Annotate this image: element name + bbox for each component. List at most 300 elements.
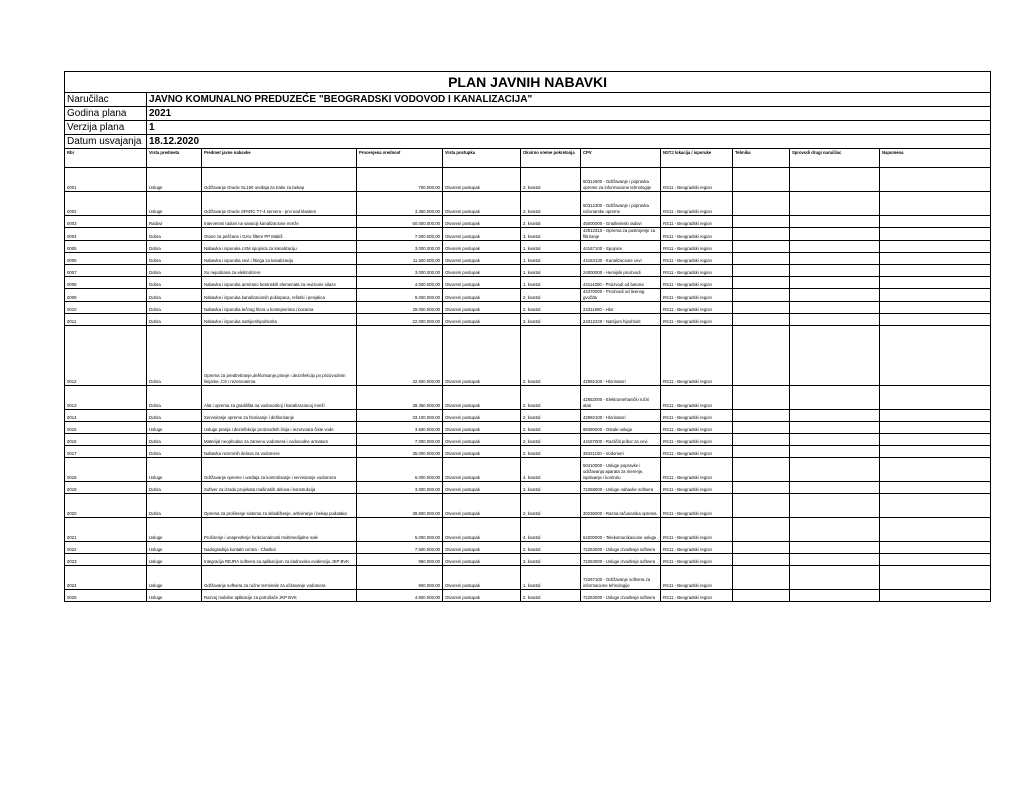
cell-vrednost: 7.000.000,00: [357, 228, 443, 241]
cell-vreme: 2. kvartal: [521, 434, 581, 446]
cell-empty: [733, 265, 790, 277]
cell-cpv: 72263000 - Usluge izvođenja softvera: [581, 554, 661, 566]
cell-predmet: Alat i oprema za gradilišta na vodovodnoj i kanalizacionoj mreži: [202, 386, 357, 410]
cell-empty: [733, 289, 790, 302]
cell-postupak: Otvoreni postupak: [443, 265, 521, 277]
cell-postupak: Otvoreni postupak: [443, 289, 521, 302]
cell-predmet: Nabavka i isporuka kanalizacionih poklopaca, rešetki i penjalica: [202, 289, 357, 302]
cell-nstj: RS11 - Beogradski region: [661, 518, 733, 542]
cell-vrednost: 11.500.000,00: [357, 253, 443, 265]
cell-vreme: 2. kvartal: [521, 542, 581, 554]
cell-vrednost: 29.000.000,00: [357, 302, 443, 314]
cell-empty: [733, 566, 790, 590]
cell-cpv: 50312300 - Održavanje i popravka računarske opreme: [581, 192, 661, 216]
cell-predmet: Softver za izradu projekata mašinskih delova i konstrukcija: [202, 482, 357, 494]
cell-postupak: Otvoreni postupak: [443, 590, 521, 602]
table-row: [65, 542, 991, 554]
table-row: [65, 518, 991, 542]
cell-postupak: Otvoreni postupak: [443, 518, 521, 542]
cell-vreme: 2. kvartal: [521, 386, 581, 410]
cell-empty: [790, 518, 880, 542]
meta-row-year: [65, 107, 991, 121]
cell-vreme: 3. kvartal: [521, 482, 581, 494]
table-row: [65, 446, 991, 458]
cell-vreme: 4. kvartal: [521, 518, 581, 542]
cell-predmet: Nabavka i isporuka armirano betonskih elemenata za revizione silaze: [202, 277, 357, 289]
cell-empty: [733, 241, 790, 253]
column-header: Tehnika: [733, 149, 790, 168]
column-header: Procenjena vrednost: [357, 149, 443, 168]
table-row: [65, 590, 991, 602]
cell-nstj: RS11 - Beogradski region: [661, 241, 733, 253]
cell-empty: [733, 228, 790, 241]
cell-vrednost: 22.000.000,00: [357, 314, 443, 326]
cell-rbr: 0014: [65, 410, 147, 422]
cell-vreme: 2. kvartal: [521, 192, 581, 216]
cell-empty: [790, 241, 880, 253]
cell-empty: [790, 253, 880, 265]
cell-empty: [790, 542, 880, 554]
cell-vrsta: Dobra: [147, 289, 202, 302]
cell-predmet: Proširenje i unapređenje funkcionalnosti multimedijalne sale: [202, 518, 357, 542]
cell-postupak: Otvoreni postupak: [443, 410, 521, 422]
cell-empty: [880, 422, 991, 434]
cell-nstj: RS11 - Beogradski region: [661, 482, 733, 494]
cell-cpv: 24000000 - Hemijski proizvodi: [581, 265, 661, 277]
cell-cpv: 38421100 - Vodomeri: [581, 446, 661, 458]
cell-postupak: Otvoreni postupak: [443, 253, 521, 265]
cell-vrsta: Usluge: [147, 554, 202, 566]
cell-cpv: 50410000 - Usluge popravke i održavanja aparata za merenje, ispitivanje i kontrolu: [581, 458, 661, 482]
cell-postupak: Otvoreni postupak: [443, 422, 521, 434]
cell-empty: [733, 422, 790, 434]
cell-vrednost: 950.000,00: [357, 554, 443, 566]
cell-empty: [790, 314, 880, 326]
cell-empty: [880, 494, 991, 518]
cell-cpv: 24312220 - Natrijum hipohlorit: [581, 314, 661, 326]
cell-vrsta: Dobra: [147, 302, 202, 314]
cell-rbr: 0012: [65, 326, 147, 386]
cell-empty: [790, 458, 880, 482]
meta-label: Godina plana: [65, 107, 147, 121]
meta-value: 1: [147, 121, 991, 135]
cell-empty: [733, 482, 790, 494]
cell-nstj: RS11 - Beogradski region: [661, 590, 733, 602]
cell-empty: [880, 566, 991, 590]
cell-postupak: Otvoreni postupak: [443, 326, 521, 386]
table-row: [65, 494, 991, 518]
cell-postupak: Otvoreni postupak: [443, 228, 521, 241]
cell-vrsta: Dobra: [147, 494, 202, 518]
cell-empty: [790, 192, 880, 216]
cell-vreme: 2. kvartal: [521, 216, 581, 228]
table-header-row: [65, 149, 991, 168]
cell-empty: [790, 265, 880, 277]
cell-empty: [880, 192, 991, 216]
cell-vrednost: 900.000,00: [357, 566, 443, 590]
cell-vrsta: Dobra: [147, 253, 202, 265]
table-row: [65, 458, 991, 482]
cell-rbr: 0011: [65, 314, 147, 326]
cell-postupak: Otvoreni postupak: [443, 216, 521, 228]
cell-rbr: 0006: [65, 253, 147, 265]
column-header: Vrsta predmeta: [147, 149, 202, 168]
cell-empty: [733, 554, 790, 566]
table-row: [65, 228, 991, 241]
cell-empty: [733, 277, 790, 289]
table-row: [65, 216, 991, 228]
cell-empty: [880, 542, 991, 554]
cell-cpv: 98390000 - Ostale usluge: [581, 422, 661, 434]
cell-rbr: 0003: [65, 216, 147, 228]
column-header: Okvirno vreme pokretanja: [521, 149, 581, 168]
cell-empty: [880, 458, 991, 482]
cell-nstj: RS11 - Beogradski region: [661, 302, 733, 314]
cell-cpv: 45000000 - Građevinski radovi: [581, 216, 661, 228]
cell-empty: [790, 446, 880, 458]
cell-rbr: 0017: [65, 446, 147, 458]
cell-vrednost: 5.000.000,00: [357, 518, 443, 542]
cell-vreme: 4. kvartal: [521, 458, 581, 482]
cell-postupak: Otvoreni postupak: [443, 458, 521, 482]
cell-vrsta: Dobra: [147, 241, 202, 253]
cell-rbr: 0023: [65, 554, 147, 566]
cell-vreme: 2. kvartal: [521, 326, 581, 386]
cell-empty: [790, 386, 880, 410]
cell-predmet: Razvoj mobilne aplikacije za potrošače JKP BVK: [202, 590, 357, 602]
cell-vrednost: 7.500.000,00: [357, 542, 443, 554]
cell-empty: [733, 326, 790, 386]
cell-vreme: 2. kvartal: [521, 168, 581, 192]
cell-postupak: Otvoreni postupak: [443, 446, 521, 458]
cell-cpv: 44163130 - Kanalizacione cevi: [581, 253, 661, 265]
cell-predmet: Nadogradnja kontakt centra - Chatbot: [202, 542, 357, 554]
cell-cpv: 64200000 - Telekomunikacione usluge: [581, 518, 661, 542]
meta-label: Datum usvajanja: [65, 135, 147, 149]
cell-vrsta: Usluge: [147, 458, 202, 482]
procurement-plan-sheet: [64, 71, 990, 602]
cell-predmet: Otone za peščane i GAU filtere PP Makiš: [202, 228, 357, 241]
cell-empty: [880, 482, 991, 494]
cell-vrsta: Usluge: [147, 542, 202, 554]
cell-empty: [790, 482, 880, 494]
cell-vrednost: 7.000.000,00: [357, 434, 443, 446]
cell-predmet: Održavanje opreme i uređaja za kontrolisanje i servisiranje vodomera: [202, 458, 357, 482]
cell-vreme: 1. kvartal: [521, 277, 581, 289]
cell-vrednost: 9.000.000,00: [357, 289, 443, 302]
cell-empty: [790, 277, 880, 289]
table-row: [65, 482, 991, 494]
cell-nstj: RS11 - Beogradski region: [661, 566, 733, 590]
column-header: CPV: [581, 149, 661, 168]
cell-empty: [790, 554, 880, 566]
cell-vreme: 3. kvartal: [521, 554, 581, 566]
cell-nstj: RS11 - Beogradski region: [661, 192, 733, 216]
column-header: NSTJ lokacija / isporuke: [661, 149, 733, 168]
meta-value: 2021: [147, 107, 991, 121]
cell-predmet: Materijal neophodan za zamenu vodomera i vodovodne armature: [202, 434, 357, 446]
cell-cpv: 44470000 - Proizvodi od livenog gvožđa: [581, 289, 661, 302]
cell-rbr: 0019: [65, 482, 147, 494]
cell-empty: [880, 289, 991, 302]
cell-empty: [733, 302, 790, 314]
cell-cpv: 42992100 - Hlorinatori: [581, 410, 661, 422]
cell-predmet: Nabavka i isporuka tečnog hlora u kontejnerima i bocama: [202, 302, 357, 314]
cell-postupak: Otvoreni postupak: [443, 494, 521, 518]
cell-nstj: RS11 - Beogradski region: [661, 446, 733, 458]
cell-vrsta: Dobra: [147, 277, 202, 289]
cell-empty: [790, 302, 880, 314]
cell-predmet: Nabavka rezervnih delova za vodomere: [202, 446, 357, 458]
cell-nstj: RS11 - Beogradski region: [661, 265, 733, 277]
cell-rbr: 0025: [65, 590, 147, 602]
cell-vrednost: 3.000.000,00: [357, 265, 443, 277]
cell-empty: [790, 216, 880, 228]
cell-vrsta: Dobra: [147, 265, 202, 277]
cell-postupak: Otvoreni postupak: [443, 302, 521, 314]
cell-predmet: Interventni radovi na sanaciji kanalizacione mreže: [202, 216, 357, 228]
cell-cpv: 72267100 - Održavanje softvera za informacione tehnologije: [581, 566, 661, 590]
cell-empty: [880, 554, 991, 566]
cell-postupak: Otvoreni postupak: [443, 554, 521, 566]
table-row: [65, 265, 991, 277]
table-row: [65, 168, 991, 192]
cell-vrednost: 3.000.000,00: [357, 241, 443, 253]
cell-empty: [790, 289, 880, 302]
meta-label: Verzija plana: [65, 121, 147, 135]
cell-postupak: Otvoreni postupak: [443, 314, 521, 326]
cell-vreme: 2. kvartal: [521, 446, 581, 458]
cell-postupak: Otvoreni postupak: [443, 241, 521, 253]
cell-vreme: 1. kvartal: [521, 241, 581, 253]
cell-empty: [880, 228, 991, 241]
table-row: [65, 289, 991, 302]
cell-predmet: Održavanje Oracle SPARC T7-4 servera - prvi nad klasters: [202, 192, 357, 216]
cell-cpv: 42912310 - Oprema za postrojenje za filtriranje: [581, 228, 661, 241]
cell-rbr: 0009: [65, 289, 147, 302]
cell-vrednost: 700.000,00: [357, 168, 443, 192]
cell-vreme: 2. kvartal: [521, 289, 581, 302]
table-row: [65, 422, 991, 434]
cell-cpv: 42652000 - Elektromehanički ručni alati: [581, 386, 661, 410]
cell-vrsta: Dobra: [147, 434, 202, 446]
cell-empty: [733, 314, 790, 326]
cell-empty: [790, 422, 880, 434]
cell-nstj: RS11 - Beogradski region: [661, 458, 733, 482]
table-row: [65, 386, 991, 410]
cell-empty: [880, 518, 991, 542]
cell-nstj: RS11 - Beogradski region: [661, 326, 733, 386]
cell-cpv: 42992100 - Hlorinatori: [581, 326, 661, 386]
cell-rbr: 0001: [65, 168, 147, 192]
cell-nstj: RS11 - Beogradski region: [661, 289, 733, 302]
cell-empty: [733, 446, 790, 458]
cell-nstj: RS11 - Beogradski region: [661, 542, 733, 554]
cell-cpv: 44114200 - Proizvodi od betona: [581, 277, 661, 289]
cell-vreme: 2. kvartal: [521, 422, 581, 434]
cell-postupak: Otvoreni postupak: [443, 566, 521, 590]
page-title: PLAN JAVNIH NABAVKI: [65, 72, 991, 93]
cell-postupak: Otvoreni postupak: [443, 542, 521, 554]
cell-vrsta: Dobra: [147, 314, 202, 326]
table-row: [65, 302, 991, 314]
cell-predmet: Oprema za predtretiranje,dehlorisanje,pranje i dezinfekciju po proizvodnim linijama ,CS i rezervoarima: [202, 326, 357, 386]
cell-vreme: 2. kvartal: [521, 590, 581, 602]
cell-vrednost: 3.500.000,00: [357, 422, 443, 434]
table-row: [65, 566, 991, 590]
cell-nstj: RS11 - Beogradski region: [661, 434, 733, 446]
cell-nstj: RS11 - Beogradski region: [661, 554, 733, 566]
cell-vrednost: 39.350.000,00: [357, 386, 443, 410]
cell-empty: [880, 168, 991, 192]
cell-empty: [790, 326, 880, 386]
cell-empty: [880, 434, 991, 446]
cell-predmet: Oprema za proširenje sistema za skladištenje, arhiviranje i bekap podataka: [202, 494, 357, 518]
cell-empty: [880, 265, 991, 277]
cell-predmet: Servisiranje opreme za hlorisanje i dehlorisanje: [202, 410, 357, 422]
cell-vrednost: 39.500.000,00: [357, 494, 443, 518]
cell-rbr: 0024: [65, 566, 147, 590]
cell-nstj: RS11 - Beogradski region: [661, 277, 733, 289]
cell-rbr: 0020: [65, 494, 147, 518]
table-row: [65, 241, 991, 253]
cell-vrsta: Dobra: [147, 228, 202, 241]
cell-rbr: 0007: [65, 265, 147, 277]
cell-rbr: 0022: [65, 542, 147, 554]
cell-postupak: Otvoreni postupak: [443, 386, 521, 410]
cell-empty: [733, 216, 790, 228]
cell-vrednost: 60.000.000,00: [357, 216, 443, 228]
cell-empty: [880, 446, 991, 458]
cell-rbr: 0002: [65, 192, 147, 216]
cell-nstj: RS11 - Beogradski region: [661, 422, 733, 434]
cell-empty: [733, 386, 790, 410]
cell-empty: [880, 277, 991, 289]
meta-label: Naručilac: [65, 93, 147, 107]
cell-rbr: 0021: [65, 518, 147, 542]
meta-row-date: [65, 135, 991, 149]
cell-nstj: RS11 - Beogradski region: [661, 410, 733, 422]
table-row: [65, 434, 991, 446]
table-row: [65, 554, 991, 566]
cell-empty: [733, 458, 790, 482]
meta-value: JAVNO KOMUNALNO PREDUZEĆE "BEOGRADSKI VODOVOD I KANALIZACIJA": [147, 93, 991, 107]
cell-empty: [790, 590, 880, 602]
cell-rbr: 0004: [65, 228, 147, 241]
cell-rbr: 0010: [65, 302, 147, 314]
cell-vrednost: 3.000.000,00: [357, 482, 443, 494]
cell-predmet: Održavanje softvera za ručne terminale za očitavanje vodomera: [202, 566, 357, 590]
meta-row-client: [65, 93, 991, 107]
cell-nstj: RS11 - Beogradski region: [661, 253, 733, 265]
cell-empty: [880, 216, 991, 228]
table-row: [65, 314, 991, 326]
cell-empty: [880, 253, 991, 265]
cell-nstj: RS11 - Beogradski region: [661, 216, 733, 228]
cell-empty: [733, 590, 790, 602]
cell-vrednost: 4.800.000,00: [357, 590, 443, 602]
cell-predmet: Nabavka i isporuka cevi i fitinga za kanalizaciju: [202, 253, 357, 265]
cell-vrsta: Usluge: [147, 590, 202, 602]
cell-postupak: Otvoreni postupak: [443, 277, 521, 289]
cell-vrsta: Usluge: [147, 168, 202, 192]
cell-nstj: RS11 - Beogradski region: [661, 494, 733, 518]
cell-predmet: Nabavka i isporuka natrijumhipohlorita: [202, 314, 357, 326]
cell-vrsta: Usluge: [147, 566, 202, 590]
cell-vreme: 2. kvartal: [521, 410, 581, 422]
cell-empty: [880, 326, 991, 386]
cell-cpv: 50312600 - Održavanje i popravka opreme za informacione tehnologije: [581, 168, 661, 192]
cell-vrsta: Dobra: [147, 482, 202, 494]
cell-vrsta: Dobra: [147, 326, 202, 386]
cell-vrsta: Dobra: [147, 386, 202, 410]
cell-postupak: Otvoreni postupak: [443, 482, 521, 494]
cell-vrednost: 35.000.000,00: [357, 446, 443, 458]
cell-vreme: 1. kvartal: [521, 253, 581, 265]
table-row: [65, 410, 991, 422]
table-row: [65, 277, 991, 289]
cell-rbr: 0015: [65, 422, 147, 434]
cell-vrednost: 3.350.000,00: [357, 192, 443, 216]
cell-vrednost: 6.000.000,00: [357, 458, 443, 482]
cell-empty: [733, 253, 790, 265]
cell-empty: [733, 494, 790, 518]
cell-postupak: Otvoreni postupak: [443, 434, 521, 446]
cell-cpv: 44167100 - Spojnice: [581, 241, 661, 253]
cell-empty: [790, 566, 880, 590]
cell-predmet: Integracija REJRA softvera sa aplikacijom za kadrovsku evidenciju JKP BVK: [202, 554, 357, 566]
cell-vrsta: Usluge: [147, 192, 202, 216]
cell-predmet: Nabavka i isporuka LSM spojnica za kanalizaciju: [202, 241, 357, 253]
cell-vreme: 1. kvartal: [521, 265, 581, 277]
cell-rbr: 0013: [65, 386, 147, 410]
cell-vreme: 2. kvartal: [521, 302, 581, 314]
cell-nstj: RS11 - Beogradski region: [661, 168, 733, 192]
cell-empty: [733, 518, 790, 542]
cell-empty: [733, 410, 790, 422]
cell-nstj: RS11 - Beogradski region: [661, 228, 733, 241]
cell-vrsta: Usluge: [147, 518, 202, 542]
table-row: [65, 192, 991, 216]
cell-predmet: Usluge pranja i dezinfekcije proizvodnih linija i rezervoara čiste vode: [202, 422, 357, 434]
cell-cpv: 24311900 - Hlor: [581, 302, 661, 314]
cell-empty: [733, 168, 790, 192]
cell-empty: [880, 410, 991, 422]
cell-predmet: So nejodirana za elektrolizere: [202, 265, 357, 277]
cell-empty: [790, 434, 880, 446]
cell-vrednost: 4.000.000,00: [357, 277, 443, 289]
cell-vrsta: Usluge: [147, 422, 202, 434]
cell-empty: [790, 228, 880, 241]
cell-vreme: 2. kvartal: [521, 494, 581, 518]
cell-empty: [880, 241, 991, 253]
cell-cpv: 72263000 - Usluge izvođenja softvera: [581, 590, 661, 602]
cell-postupak: Otvoreni postupak: [443, 192, 521, 216]
cell-empty: [880, 302, 991, 314]
cell-cpv: 72263000 - Usluge izvođenja softvera: [581, 542, 661, 554]
cell-cpv: 72268000 - Usluge nabavke softvera: [581, 482, 661, 494]
cell-empty: [790, 494, 880, 518]
cell-vreme: 1. kvartal: [521, 566, 581, 590]
cell-rbr: 0008: [65, 277, 147, 289]
cell-empty: [790, 168, 880, 192]
column-header: Predmet javne nabavke: [202, 149, 357, 168]
meta-value: 18.12.2020: [147, 135, 991, 149]
cell-cpv: 44167000 - Različiti pribor za cevi: [581, 434, 661, 446]
cell-vrsta: Dobra: [147, 410, 202, 422]
cell-vreme: 3. kvartal: [521, 314, 581, 326]
column-header: Napomena: [880, 149, 991, 168]
